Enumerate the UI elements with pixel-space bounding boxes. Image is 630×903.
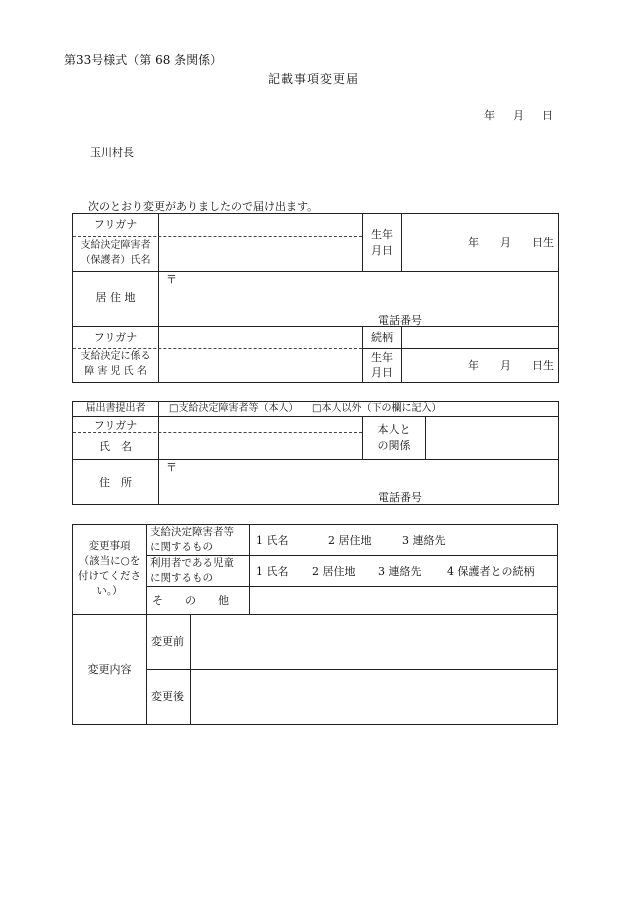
change-content-label: 変更内容 [87, 663, 132, 676]
submitter-phone-label: 電話番号 [378, 491, 422, 504]
child-name-label-2: 障 害 児 氏 名 [84, 366, 147, 377]
phone-label: 電話番号 [378, 314, 422, 327]
intro-text: 次のとおり変更がありましたので届け出ます。 [88, 200, 319, 213]
row1-option-name[interactable]: 1 氏名 [256, 534, 289, 547]
date-month-label: 月 [513, 109, 524, 122]
row1-option-contact[interactable]: 3 連絡先 [402, 534, 446, 547]
submitter-label: 届出書提出者 [85, 403, 146, 414]
birth-year: 年 [468, 236, 479, 249]
form-number: 第33号様式（第 68 条関係） [64, 53, 223, 67]
relation-label: 続柄 [371, 331, 393, 344]
birth-day: 日生 [532, 236, 554, 249]
row2-option-contact[interactable]: 3 連絡先 [378, 565, 422, 578]
child-name-label: 支給決定に係る [80, 351, 151, 362]
row-applicant-label: 支給決定障害者等 に関するもの [150, 526, 234, 553]
submitter-name-label: 氏 名 [99, 440, 132, 453]
applicant-name-label: 支給決定障害者 [80, 240, 151, 251]
child-furigana-label: フリガナ [93, 331, 138, 344]
child-birth-day: 日生 [532, 359, 554, 372]
residence-label: 居 住 地 [95, 291, 136, 304]
row-other-label: そ の 他 [152, 594, 229, 607]
birth-month: 月 [500, 236, 511, 249]
date-day-label: 日 [542, 109, 553, 122]
row1-option-residence[interactable]: 2 居住地 [328, 534, 372, 547]
submitter-furigana-label: フリガナ [93, 419, 138, 432]
option-other-checkbox[interactable]: □本人以外（下の欄に記入） [312, 403, 442, 414]
child-birth-year: 年 [468, 359, 479, 372]
row2-option-residence[interactable]: 2 居住地 [312, 565, 356, 578]
birth-label: 生年 [371, 228, 393, 241]
addressee: 玉川村長 [90, 146, 134, 159]
row-child-label: 利用者である児童 に関するもの [150, 557, 234, 584]
before-label: 変更前 [151, 635, 184, 648]
row2-option-name[interactable]: 1 氏名 [256, 565, 289, 578]
relation-to-self-label-2: の関係 [377, 439, 411, 452]
submitter-postal-mark: 〒 [166, 461, 177, 474]
after-label: 変更後 [151, 690, 184, 703]
change-items-label: 変更事項 （該当に○を 付けてくださ い。） [78, 540, 141, 597]
page-title: 記載事項変更届 [268, 72, 360, 86]
child-birth-month: 月 [500, 359, 511, 372]
child-birth-label-2: 月日 [371, 366, 393, 379]
birth-label-2: 月日 [371, 244, 393, 257]
option-self-checkbox[interactable]: □支給決定障害者等（本人） [169, 403, 299, 414]
submitter-address-label: 住 所 [99, 476, 132, 489]
postal-mark: 〒 [166, 273, 177, 286]
row2-option-relation[interactable]: 4 保護者との続柄 [447, 565, 535, 578]
date-year-label: 年 [484, 109, 495, 122]
applicant-furigana-label: フリガナ [93, 218, 138, 231]
child-birth-label: 生年 [371, 351, 393, 364]
relation-to-self-label: 本人と [377, 423, 411, 436]
applicant-name-label-2: （保護者）氏名 [80, 255, 151, 266]
